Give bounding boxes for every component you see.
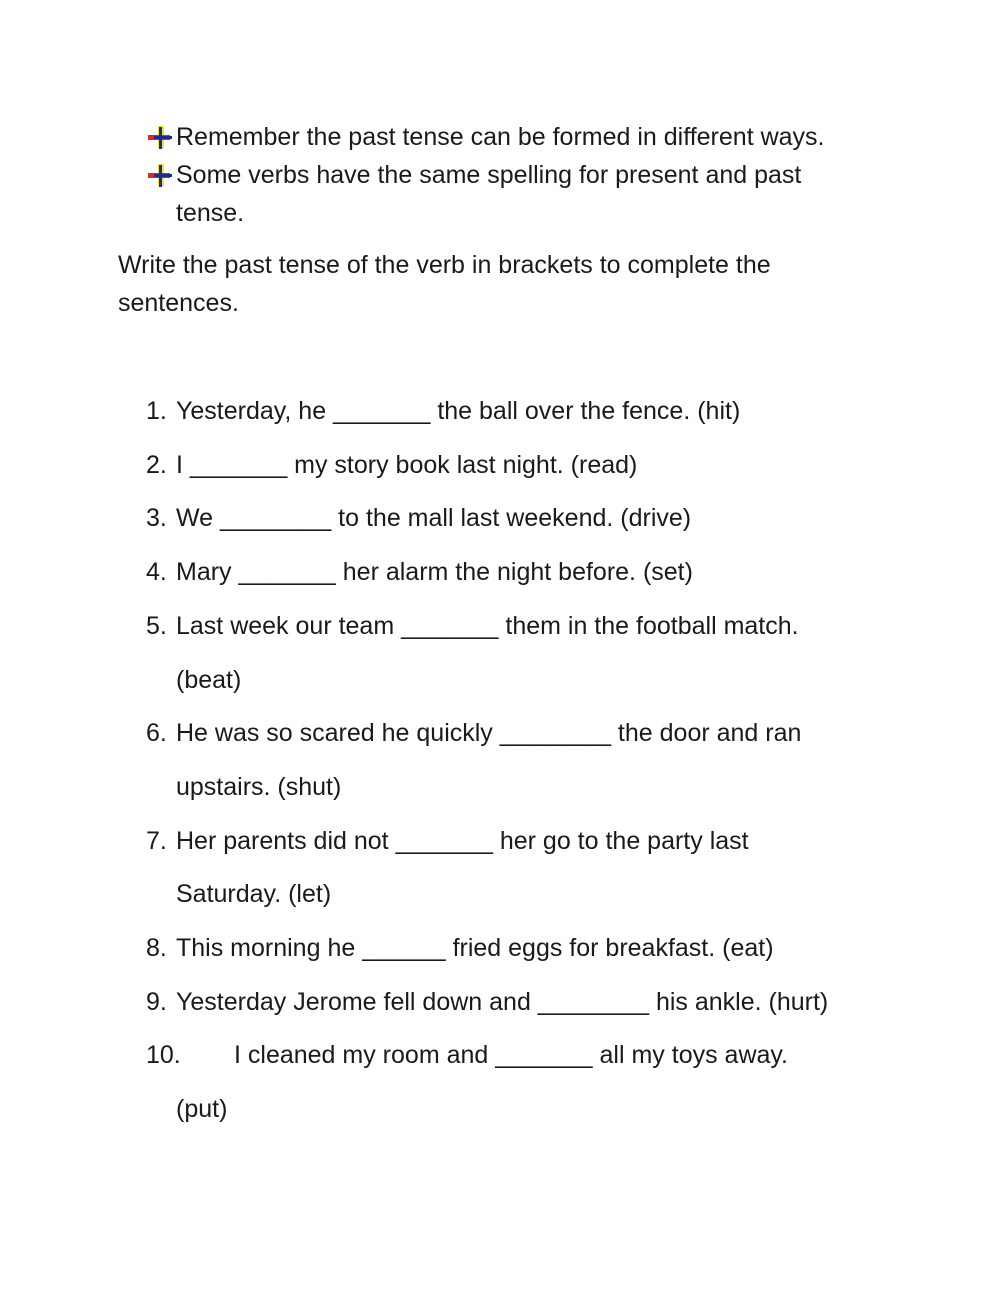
exercise-number: 10. <box>146 1041 181 1070</box>
exercise-number: 7. <box>146 826 167 855</box>
exercise-item <box>146 922 906 976</box>
exercise-sentence: He was so scared he quickly ________ the door and ran <box>176 719 802 748</box>
instruction-line: Write the past tense of the verb in brackets to complete the <box>118 251 771 279</box>
exercise-item <box>146 1029 906 1136</box>
exercise-continuation: upstairs. (shut) <box>176 772 342 801</box>
exercise-number: 6. <box>146 719 167 748</box>
exercise-continuation: (put) <box>176 1095 228 1124</box>
exercise-item <box>146 385 906 439</box>
instruction <box>118 246 878 322</box>
exercise-item <box>146 492 906 546</box>
exercise-number: 4. <box>146 558 167 587</box>
tip-text: Remember the past tense can be formed in different ways. <box>176 123 825 151</box>
exercise-sentence: Mary _______ her alarm the night before. (set) <box>176 558 693 587</box>
tip-item <box>146 156 906 232</box>
exercise-item <box>146 976 906 1030</box>
exercise-item <box>146 439 906 493</box>
tips-list <box>146 118 906 232</box>
plus-bullet-icon <box>146 124 174 152</box>
tip-item <box>146 118 906 156</box>
exercise-sentence: This morning he ______ fried eggs for breakfast. (eat) <box>176 934 774 963</box>
exercise-number: 2. <box>146 450 167 479</box>
tip-text-line: Some verbs have the same spelling for present and past <box>176 161 802 189</box>
exercise-item <box>146 600 906 707</box>
exercise-list <box>146 385 906 1137</box>
exercise-sentence: We ________ to the mall last weekend. (drive) <box>176 504 692 533</box>
exercise-number: 9. <box>146 987 167 1016</box>
exercise-continuation: (beat) <box>176 665 242 694</box>
exercise-item <box>146 707 906 814</box>
exercise-number: 5. <box>146 611 167 640</box>
exercise-item <box>146 546 906 600</box>
exercise-sentence: I _______ my story book last night. (read) <box>176 450 638 479</box>
exercise-sentence: I cleaned my room and _______ all my toys away. <box>234 1041 788 1070</box>
exercise-sentence: Last week our team _______ them in the football match. <box>176 611 799 640</box>
exercise-continuation: Saturday. (let) <box>176 880 332 909</box>
exercise-item <box>146 815 906 922</box>
exercise-number: 3. <box>146 504 167 533</box>
tip-text-line: tense. <box>176 199 245 227</box>
exercise-number: 8. <box>146 934 167 963</box>
exercise-sentence: Her parents did not _______ her go to the party last <box>176 826 749 855</box>
plus-bullet-icon <box>146 162 174 190</box>
exercise-sentence: Yesterday, he _______ the ball over the fence. (hit) <box>176 397 741 425</box>
exercise-number: 1. <box>146 397 167 425</box>
exercise-sentence: Yesterday Jerome fell down and ________ his ankle. (hurt) <box>176 987 829 1016</box>
instruction-line: sentences. <box>118 289 239 317</box>
